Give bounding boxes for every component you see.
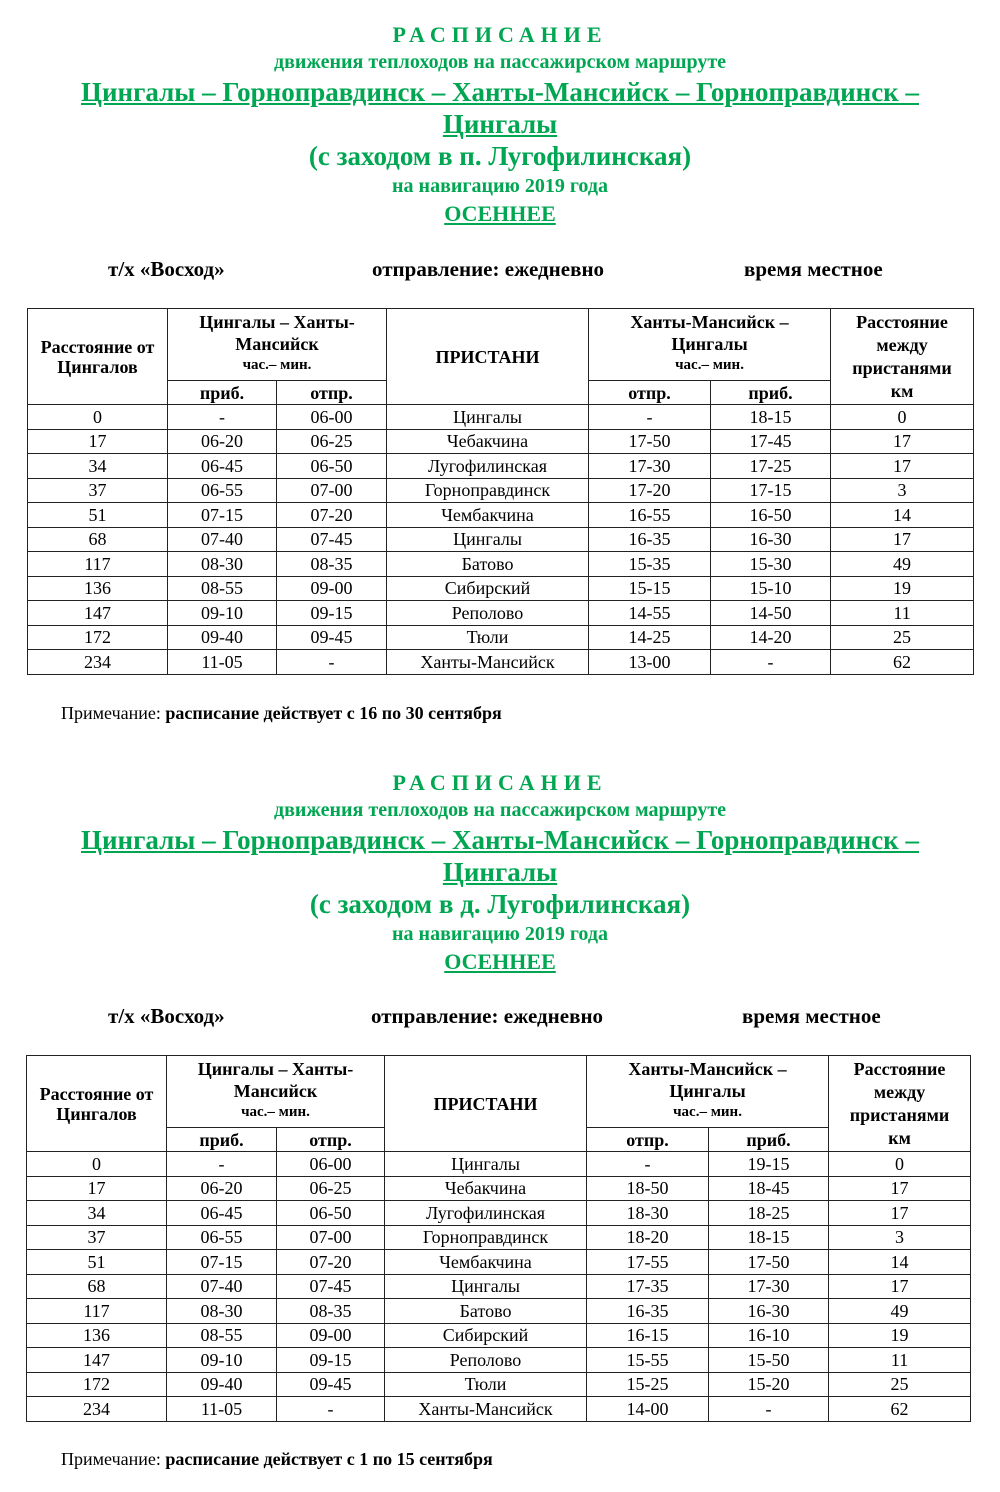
forward-arrival-cell: 06-55 bbox=[167, 1225, 277, 1250]
forward-departure-cell: 09-15 bbox=[277, 1348, 385, 1373]
back-arrival-cell: 19-15 bbox=[709, 1152, 829, 1177]
back-arrival-cell: - bbox=[709, 1397, 829, 1422]
distance-from-cell: 117 bbox=[27, 1299, 167, 1324]
pier-name-cell: Ханты-Мансийск bbox=[385, 1397, 587, 1422]
pier-name-cell: Горноправдинск bbox=[385, 1225, 587, 1250]
route-via: (с заходом в п. Лугофилинская) bbox=[308, 141, 692, 171]
vessel-name: т/х «Восход» bbox=[108, 257, 225, 281]
table-row bbox=[27, 1323, 971, 1348]
header-forward-direction bbox=[167, 1056, 385, 1128]
forward-departure-cell: 07-20 bbox=[277, 1250, 385, 1275]
pier-name-cell: Лугофилинская bbox=[385, 1201, 587, 1226]
back-departure-cell: 16-35 bbox=[589, 527, 711, 552]
route-line-2: Цингалы bbox=[442, 857, 558, 887]
forward-departure-cell: 07-45 bbox=[277, 527, 387, 552]
time-zone-note: время местное bbox=[742, 1004, 881, 1028]
schedule-note-2 bbox=[61, 1449, 493, 1470]
pier-name-cell: Ханты-Мансийск bbox=[387, 650, 589, 675]
forward-direction-label: Цингалы – Ханты-Мансийск bbox=[197, 1059, 354, 1101]
pier-name-cell: Тюли bbox=[387, 625, 589, 650]
distance-between-cell: 3 bbox=[831, 478, 974, 503]
navigation-year: на навигацию 2019 года bbox=[392, 175, 608, 197]
route-line-1: Цингалы – Горноправдинск – Ханты-Мансийск – Горноправдинск – bbox=[80, 77, 919, 107]
forward-arrival-cell: 06-45 bbox=[167, 1201, 277, 1226]
route-line-1: Цингалы – Горноправдинск – Ханты-Мансийск – Горноправдинск – bbox=[80, 825, 919, 855]
time-zone-note: время местное bbox=[744, 257, 883, 281]
distance-between-cell: 25 bbox=[831, 625, 974, 650]
table-row bbox=[28, 601, 974, 626]
back-departure-cell: 18-20 bbox=[587, 1225, 709, 1250]
back-departure-cell: 17-55 bbox=[587, 1250, 709, 1275]
back-departure-cell: 17-35 bbox=[587, 1274, 709, 1299]
forward-departure-cell: 09-45 bbox=[277, 625, 387, 650]
schedule-rows bbox=[28, 405, 974, 675]
distance-between-cell: 17 bbox=[829, 1176, 971, 1201]
table-row bbox=[28, 454, 974, 479]
pier-name-cell: Чембакчина bbox=[385, 1250, 587, 1275]
header-back-arrival: приб. bbox=[711, 381, 831, 405]
pier-name-cell: Реполово bbox=[387, 601, 589, 626]
distance-between-cell: 62 bbox=[829, 1397, 971, 1422]
back-departure-cell: 16-15 bbox=[587, 1323, 709, 1348]
distance-from-cell: 234 bbox=[27, 1397, 167, 1422]
distance-between-cell: 14 bbox=[829, 1250, 971, 1275]
header-forward-departure: отпр. bbox=[277, 381, 387, 405]
table-row bbox=[27, 1348, 971, 1373]
forward-departure-cell: 06-50 bbox=[277, 454, 387, 479]
back-arrival-cell: 15-10 bbox=[711, 576, 831, 601]
schedule-header bbox=[0, 22, 1000, 228]
distance-from-cell: 68 bbox=[27, 1274, 167, 1299]
table-row bbox=[27, 1372, 971, 1397]
distance-between-cell: 17 bbox=[831, 527, 974, 552]
back-arrival-cell: 17-15 bbox=[711, 478, 831, 503]
back-arrival-cell: 15-50 bbox=[709, 1348, 829, 1373]
back-arrival-cell: 18-15 bbox=[711, 405, 831, 430]
forward-units-label: час.– мин. bbox=[242, 357, 312, 373]
back-departure-cell: 16-35 bbox=[587, 1299, 709, 1324]
header-back-departure: отпр. bbox=[589, 381, 711, 405]
note-text: расписание действует с 16 по 30 сентября bbox=[165, 703, 502, 723]
schedule-title: РАСПИСАНИЕ bbox=[392, 22, 608, 47]
header-forward-direction bbox=[168, 309, 387, 381]
forward-arrival-cell: 07-15 bbox=[167, 1250, 277, 1275]
distance-between-cell: 62 bbox=[831, 650, 974, 675]
forward-departure-cell: 07-45 bbox=[277, 1274, 385, 1299]
back-departure-cell: 15-35 bbox=[589, 552, 711, 577]
table-row bbox=[28, 576, 974, 601]
back-departure-cell: 17-20 bbox=[589, 478, 711, 503]
distance-between-cell: 49 bbox=[831, 552, 974, 577]
forward-departure-cell: 06-25 bbox=[277, 429, 387, 454]
forward-arrival-cell: 06-55 bbox=[168, 478, 277, 503]
forward-arrival-cell: 08-30 bbox=[168, 552, 277, 577]
distance-from-cell: 17 bbox=[28, 429, 168, 454]
pier-name-cell: Цингалы bbox=[387, 405, 589, 430]
schedule-header bbox=[0, 770, 1000, 976]
schedule-rows bbox=[27, 1152, 971, 1422]
header-back-arrival: приб. bbox=[709, 1128, 829, 1152]
forward-arrival-cell: 07-40 bbox=[167, 1274, 277, 1299]
distance-between-cell: 14 bbox=[831, 503, 974, 528]
distance-from-cell: 0 bbox=[27, 1152, 167, 1177]
table-row bbox=[28, 650, 974, 675]
schedule-table-1 bbox=[27, 308, 974, 675]
schedule-subtitle: движения теплоходов на пассажирском маршруте bbox=[273, 51, 727, 73]
forward-departure-cell: 07-00 bbox=[277, 478, 387, 503]
distance-between-label: Расстояние между пристанями bbox=[849, 1058, 950, 1125]
header-back-direction bbox=[589, 309, 831, 381]
forward-arrival-cell: 08-55 bbox=[168, 576, 277, 601]
header-distance-between bbox=[829, 1056, 971, 1152]
distance-from-cell: 17 bbox=[27, 1176, 167, 1201]
season-label: ОСЕННЕЕ bbox=[444, 201, 556, 226]
forward-arrival-cell: 07-40 bbox=[168, 527, 277, 552]
pier-name-cell: Тюли bbox=[385, 1372, 587, 1397]
forward-arrival-cell: 09-40 bbox=[167, 1372, 277, 1397]
back-arrival-cell: - bbox=[711, 650, 831, 675]
back-arrival-cell: 16-30 bbox=[709, 1299, 829, 1324]
table-row bbox=[28, 478, 974, 503]
distance-from-cell: 172 bbox=[27, 1372, 167, 1397]
forward-arrival-cell: - bbox=[167, 1152, 277, 1177]
forward-arrival-cell: 06-45 bbox=[168, 454, 277, 479]
table-row bbox=[27, 1201, 971, 1226]
pier-name-cell: Реполово bbox=[385, 1348, 587, 1373]
schedule-table-2 bbox=[26, 1055, 971, 1422]
distance-between-cell: 3 bbox=[829, 1225, 971, 1250]
distance-from-cell: 147 bbox=[27, 1348, 167, 1373]
table-row bbox=[27, 1152, 971, 1177]
forward-arrival-cell: 09-10 bbox=[167, 1348, 277, 1373]
forward-arrival-cell: 11-05 bbox=[168, 650, 277, 675]
back-arrival-cell: 18-45 bbox=[709, 1176, 829, 1201]
distance-between-cell: 49 bbox=[829, 1299, 971, 1324]
forward-departure-cell: 06-00 bbox=[277, 1152, 385, 1177]
distance-between-cell: 11 bbox=[829, 1348, 971, 1373]
note-label: Примечание: bbox=[61, 1449, 161, 1469]
back-departure-cell: - bbox=[587, 1152, 709, 1177]
schedule-title: РАСПИСАНИЕ bbox=[392, 770, 608, 795]
forward-units-label: час.– мин. bbox=[241, 1104, 310, 1120]
distance-from-cell: 51 bbox=[28, 503, 168, 528]
forward-arrival-cell: 09-10 bbox=[168, 601, 277, 626]
back-departure-cell: 14-25 bbox=[589, 625, 711, 650]
table-row bbox=[27, 1176, 971, 1201]
schedule-section-1 bbox=[0, 22, 1000, 228]
distance-from-cell: 234 bbox=[28, 650, 168, 675]
forward-arrival-cell: 06-20 bbox=[167, 1176, 277, 1201]
back-direction-label: Ханты-Мансийск – Цингалы bbox=[628, 1059, 787, 1101]
distance-from-cell: 117 bbox=[28, 552, 168, 577]
forward-departure-cell: 06-00 bbox=[277, 405, 387, 430]
header-distance-from: Расстояние от Цингалов bbox=[28, 309, 168, 405]
distance-unit-label: км bbox=[888, 1127, 911, 1148]
note-label: Примечание: bbox=[61, 703, 161, 723]
back-departure-cell: 18-50 bbox=[587, 1176, 709, 1201]
forward-departure-cell: 07-20 bbox=[277, 503, 387, 528]
back-departure-cell: 18-30 bbox=[587, 1201, 709, 1226]
forward-departure-cell: - bbox=[277, 1397, 385, 1422]
back-arrival-cell: 15-20 bbox=[709, 1372, 829, 1397]
forward-departure-cell: - bbox=[277, 650, 387, 675]
distance-from-cell: 136 bbox=[28, 576, 168, 601]
back-units-label: час.– мин. bbox=[673, 1104, 742, 1120]
distance-from-cell: 37 bbox=[28, 478, 168, 503]
distance-unit-label: км bbox=[890, 380, 914, 401]
pier-name-cell: Чебакчина bbox=[385, 1176, 587, 1201]
navigation-year: на навигацию 2019 года bbox=[392, 923, 608, 945]
forward-arrival-cell: - bbox=[168, 405, 277, 430]
forward-departure-cell: 09-00 bbox=[277, 1323, 385, 1348]
table-row bbox=[27, 1225, 971, 1250]
back-arrival-cell: 14-20 bbox=[711, 625, 831, 650]
pier-name-cell: Сибирский bbox=[387, 576, 589, 601]
table-row bbox=[28, 625, 974, 650]
table-row bbox=[28, 552, 974, 577]
back-departure-cell: 15-25 bbox=[587, 1372, 709, 1397]
table-row bbox=[28, 503, 974, 528]
pier-name-cell: Горноправдинск bbox=[387, 478, 589, 503]
distance-from-cell: 37 bbox=[27, 1225, 167, 1250]
distance-between-cell: 0 bbox=[829, 1152, 971, 1177]
route-via: (с заходом в д. Лугофилинская) bbox=[309, 889, 691, 919]
forward-departure-cell: 08-35 bbox=[277, 1299, 385, 1324]
table-row bbox=[27, 1250, 971, 1275]
forward-arrival-cell: 06-20 bbox=[168, 429, 277, 454]
back-departure-cell: 14-00 bbox=[587, 1397, 709, 1422]
forward-departure-cell: 07-00 bbox=[277, 1225, 385, 1250]
back-units-label: час.– мин. bbox=[675, 357, 744, 373]
table-row bbox=[28, 405, 974, 430]
forward-departure-cell: 09-15 bbox=[277, 601, 387, 626]
schedule-meta-2 bbox=[0, 1004, 1000, 1036]
distance-from-cell: 172 bbox=[28, 625, 168, 650]
pier-name-cell: Цингалы bbox=[387, 527, 589, 552]
table-row bbox=[28, 527, 974, 552]
back-departure-cell: 17-30 bbox=[589, 454, 711, 479]
forward-departure-cell: 09-45 bbox=[277, 1372, 385, 1397]
back-arrival-cell: 17-30 bbox=[709, 1274, 829, 1299]
distance-between-cell: 19 bbox=[829, 1323, 971, 1348]
pier-name-cell: Батово bbox=[385, 1299, 587, 1324]
forward-departure-cell: 06-50 bbox=[277, 1201, 385, 1226]
table-row bbox=[27, 1397, 971, 1422]
route-line-2: Цингалы bbox=[442, 109, 558, 139]
back-arrival-cell: 17-45 bbox=[711, 429, 831, 454]
season-label: ОСЕННЕЕ bbox=[444, 949, 556, 974]
back-departure-cell: 15-15 bbox=[589, 576, 711, 601]
schedule-section-2 bbox=[0, 770, 1000, 976]
back-departure-cell: 13-00 bbox=[589, 650, 711, 675]
distance-between-cell: 11 bbox=[831, 601, 974, 626]
table-row bbox=[27, 1274, 971, 1299]
distance-between-cell: 17 bbox=[831, 429, 974, 454]
back-arrival-cell: 17-50 bbox=[709, 1250, 829, 1275]
distance-from-cell: 0 bbox=[28, 405, 168, 430]
departure-frequency: отправление: ежедневно bbox=[372, 257, 605, 281]
forward-departure-cell: 08-35 bbox=[277, 552, 387, 577]
forward-direction-label: Цингалы – Ханты-Мансийск bbox=[199, 312, 355, 354]
pier-name-cell: Цингалы bbox=[385, 1152, 587, 1177]
distance-between-label: Расстояние между пристанями bbox=[852, 311, 952, 378]
pier-name-cell: Чембакчина bbox=[387, 503, 589, 528]
forward-arrival-cell: 11-05 bbox=[167, 1397, 277, 1422]
distance-from-cell: 147 bbox=[28, 601, 168, 626]
header-back-direction bbox=[587, 1056, 829, 1128]
distance-between-cell: 19 bbox=[831, 576, 974, 601]
distance-from-cell: 34 bbox=[28, 454, 168, 479]
forward-departure-cell: 06-25 bbox=[277, 1176, 385, 1201]
back-arrival-cell: 14-50 bbox=[711, 601, 831, 626]
distance-between-cell: 17 bbox=[829, 1201, 971, 1226]
distance-between-cell: 0 bbox=[831, 405, 974, 430]
table-row bbox=[28, 429, 974, 454]
back-departure-cell: 16-55 bbox=[589, 503, 711, 528]
header-distance-between bbox=[831, 309, 974, 405]
schedule-subtitle: движения теплоходов на пассажирском маршруте bbox=[273, 799, 727, 821]
back-arrival-cell: 16-30 bbox=[711, 527, 831, 552]
note-text: расписание действует с 1 по 15 сентября bbox=[165, 1449, 493, 1469]
back-direction-label: Ханты-Мансийск – Цингалы bbox=[630, 312, 789, 354]
pier-name-cell: Цингалы bbox=[385, 1274, 587, 1299]
pier-name-cell: Чебакчина bbox=[387, 429, 589, 454]
back-arrival-cell: 18-15 bbox=[709, 1225, 829, 1250]
distance-between-cell: 25 bbox=[829, 1372, 971, 1397]
header-piers: ПРИСТАНИ bbox=[385, 1056, 587, 1152]
header-piers: ПРИСТАНИ bbox=[387, 309, 589, 405]
distance-between-cell: 17 bbox=[829, 1274, 971, 1299]
distance-from-cell: 34 bbox=[27, 1201, 167, 1226]
back-departure-cell: 14-55 bbox=[589, 601, 711, 626]
schedule-note-1 bbox=[61, 703, 502, 724]
table-row bbox=[27, 1299, 971, 1324]
distance-between-cell: 17 bbox=[831, 454, 974, 479]
forward-arrival-cell: 08-30 bbox=[167, 1299, 277, 1324]
header-forward-arrival: приб. bbox=[167, 1128, 277, 1152]
header-forward-arrival: приб. bbox=[168, 381, 277, 405]
back-arrival-cell: 16-10 bbox=[709, 1323, 829, 1348]
forward-arrival-cell: 08-55 bbox=[167, 1323, 277, 1348]
vessel-name: т/х «Восход» bbox=[108, 1004, 225, 1028]
forward-arrival-cell: 09-40 bbox=[168, 625, 277, 650]
back-arrival-cell: 16-50 bbox=[711, 503, 831, 528]
distance-from-cell: 68 bbox=[28, 527, 168, 552]
back-departure-cell: 17-50 bbox=[589, 429, 711, 454]
departure-frequency: отправление: ежедневно bbox=[371, 1004, 604, 1028]
pier-name-cell: Лугофилинская bbox=[387, 454, 589, 479]
distance-from-cell: 136 bbox=[27, 1323, 167, 1348]
back-departure-cell: - bbox=[589, 405, 711, 430]
distance-from-cell: 51 bbox=[27, 1250, 167, 1275]
header-distance-from: Расстояние от Цингалов bbox=[27, 1056, 167, 1152]
header-back-departure: отпр. bbox=[587, 1128, 709, 1152]
pier-name-cell: Батово bbox=[387, 552, 589, 577]
back-departure-cell: 15-55 bbox=[587, 1348, 709, 1373]
header-forward-departure: отпр. bbox=[277, 1128, 385, 1152]
forward-departure-cell: 09-00 bbox=[277, 576, 387, 601]
forward-arrival-cell: 07-15 bbox=[168, 503, 277, 528]
back-arrival-cell: 15-30 bbox=[711, 552, 831, 577]
back-arrival-cell: 17-25 bbox=[711, 454, 831, 479]
pier-name-cell: Сибирский bbox=[385, 1323, 587, 1348]
schedule-meta-1 bbox=[0, 257, 1000, 289]
back-arrival-cell: 18-25 bbox=[709, 1201, 829, 1226]
